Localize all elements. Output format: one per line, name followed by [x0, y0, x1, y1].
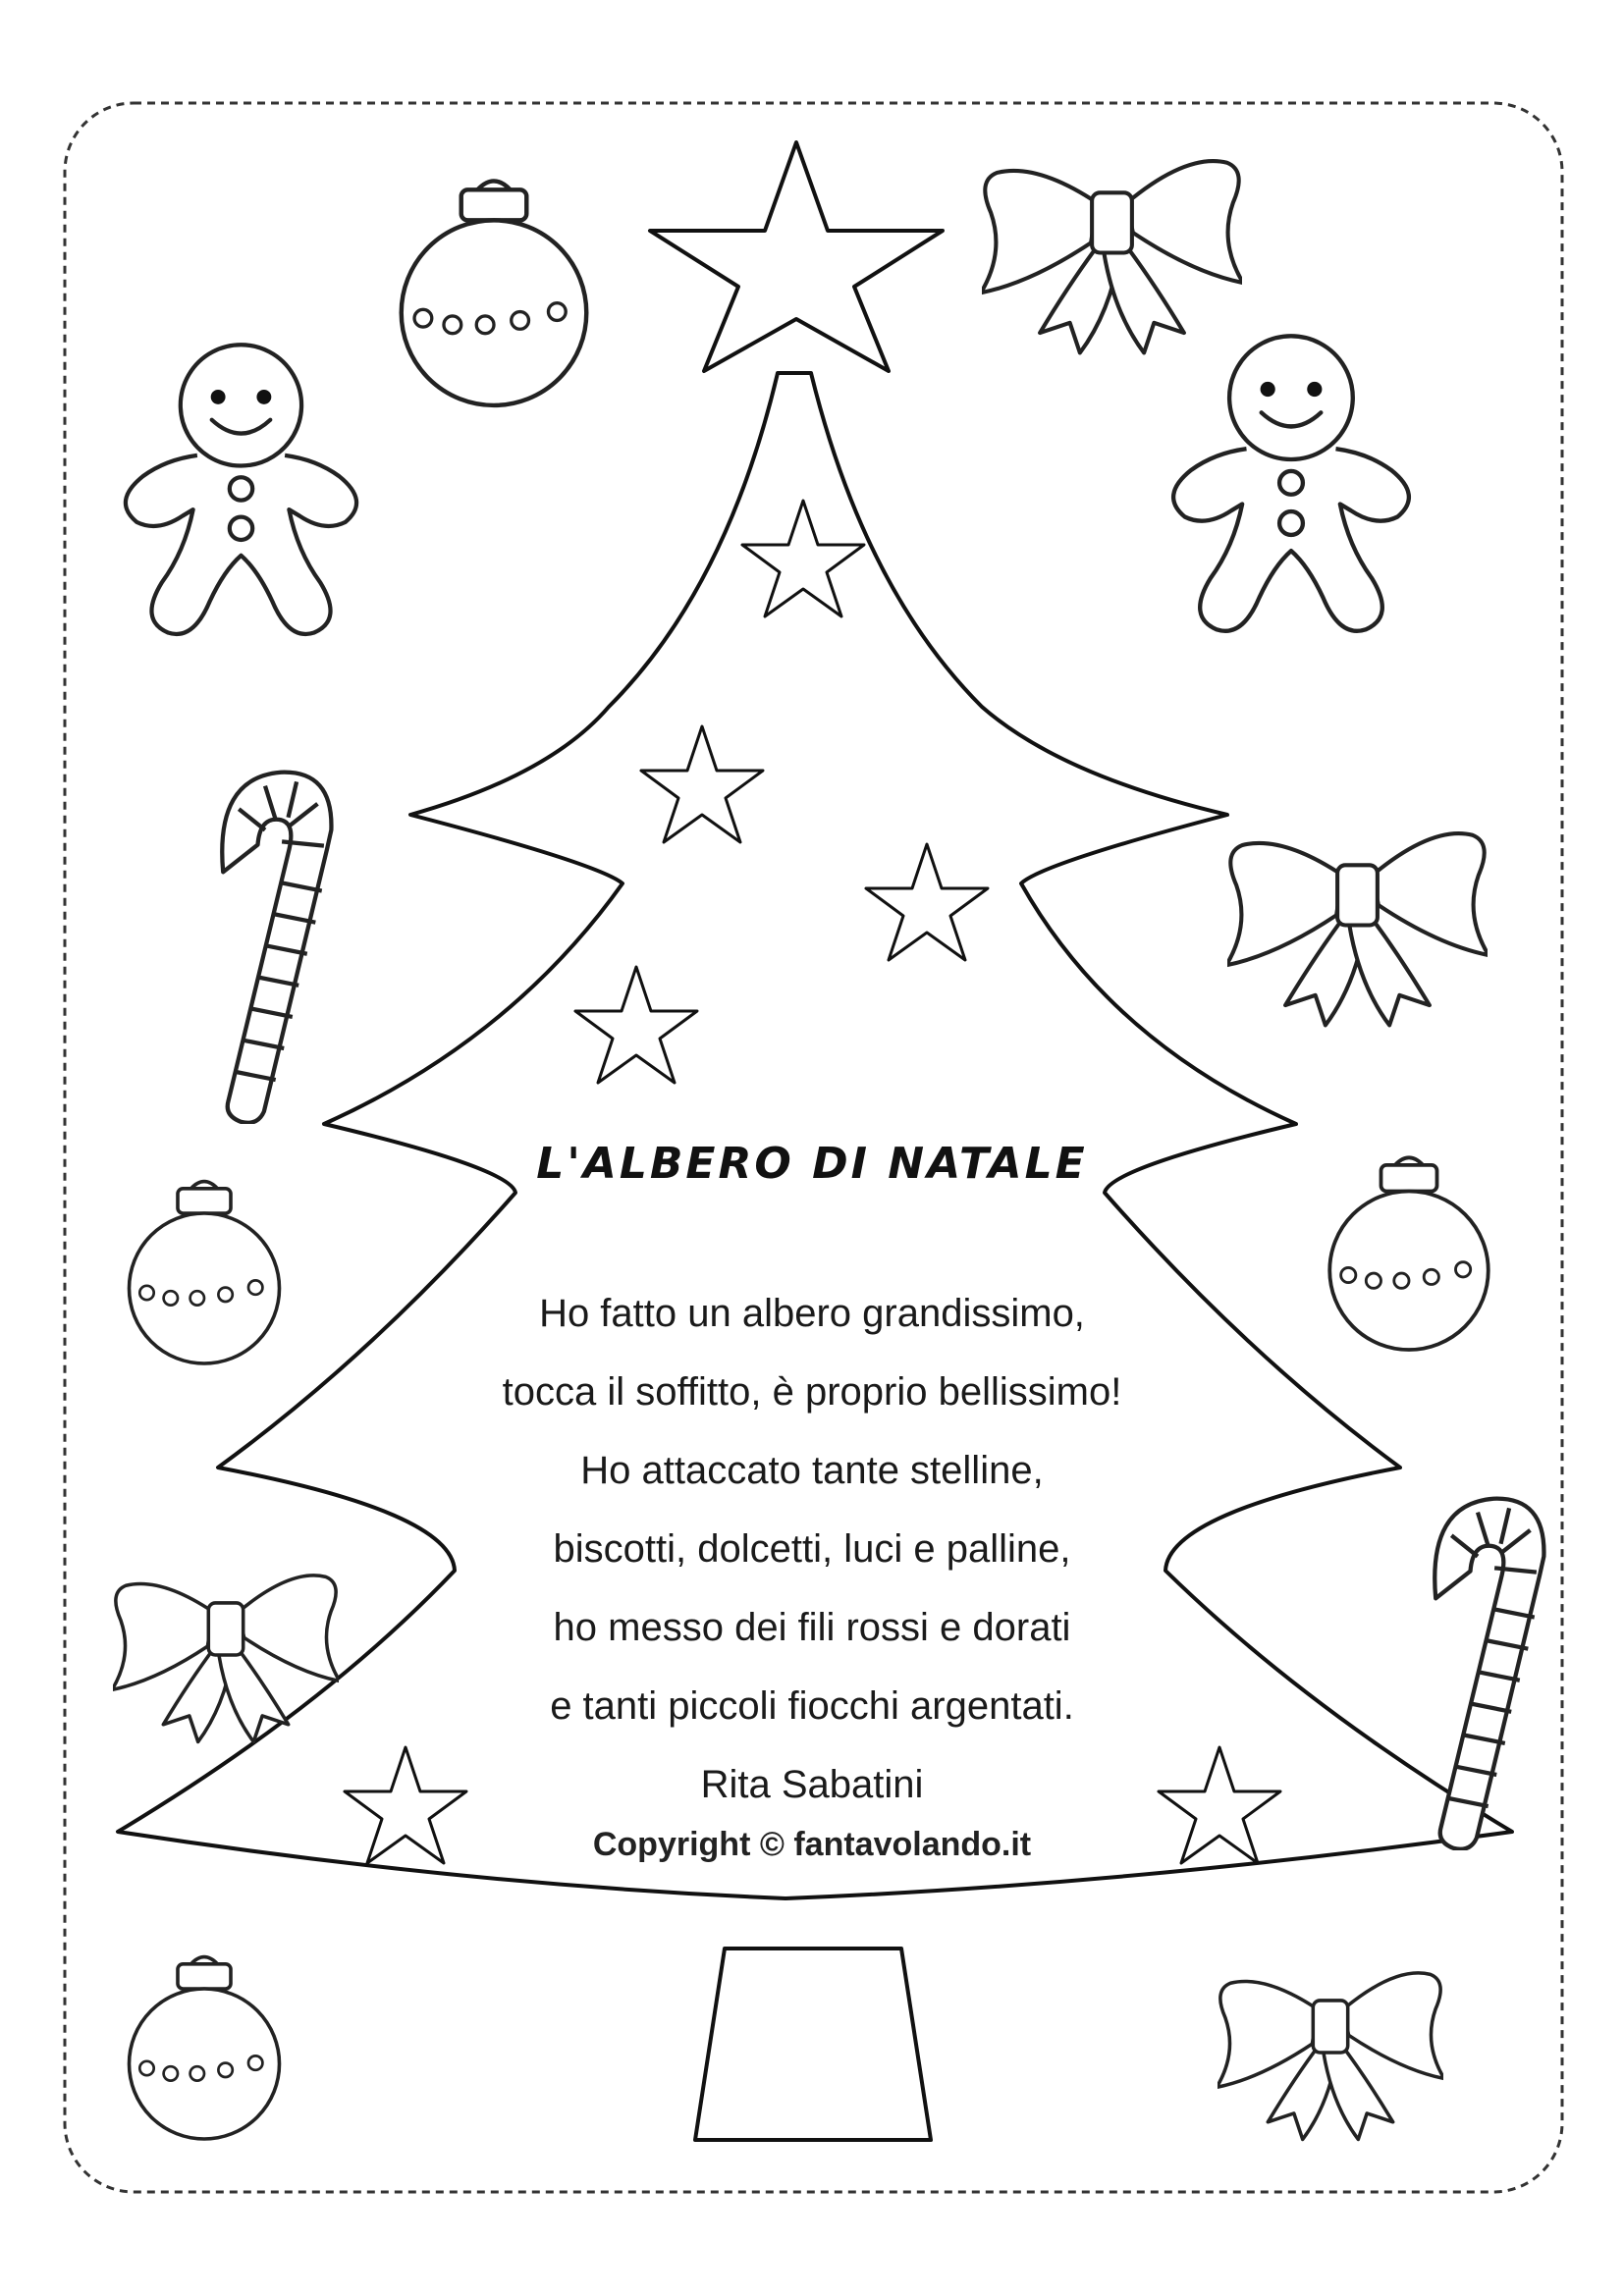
- poem-line: biscotti, dolcetti, luci e palline,: [553, 1527, 1071, 1571]
- gingerbread-man-icon: [126, 345, 356, 634]
- poem-line: ho messo dei fili rossi e dorati: [553, 1606, 1071, 1649]
- poem-line: e tanti piccoli fiocchi argentati.: [550, 1684, 1074, 1728]
- page-title: L'ALBERO DI NATALE: [536, 1139, 1088, 1189]
- poem-text: [0, 1274, 1624, 1824]
- poem-author: Rita Sabatini: [700, 1763, 924, 1806]
- bow-icon: [981, 161, 1243, 352]
- star-icon: [650, 142, 943, 371]
- candy-cane-icon: [222, 773, 331, 1123]
- bow-icon: [1217, 1973, 1444, 2140]
- poem-line: Ho fatto un albero grandissimo,: [539, 1292, 1085, 1335]
- copyright-notice: Copyright © fantavolando.it: [592, 1826, 1032, 1863]
- ornament-ball-icon: [402, 181, 587, 404]
- ornament-ball-icon: [130, 1957, 280, 2139]
- bow-icon: [1226, 833, 1489, 1025]
- tree-trunk: [695, 1949, 931, 2140]
- poem-line: tocca il soffitto, è proprio bellissimo!: [502, 1370, 1122, 1414]
- poem-line: Ho attaccato tante stelline,: [580, 1449, 1044, 1492]
- gingerbread-man-icon: [1173, 336, 1409, 631]
